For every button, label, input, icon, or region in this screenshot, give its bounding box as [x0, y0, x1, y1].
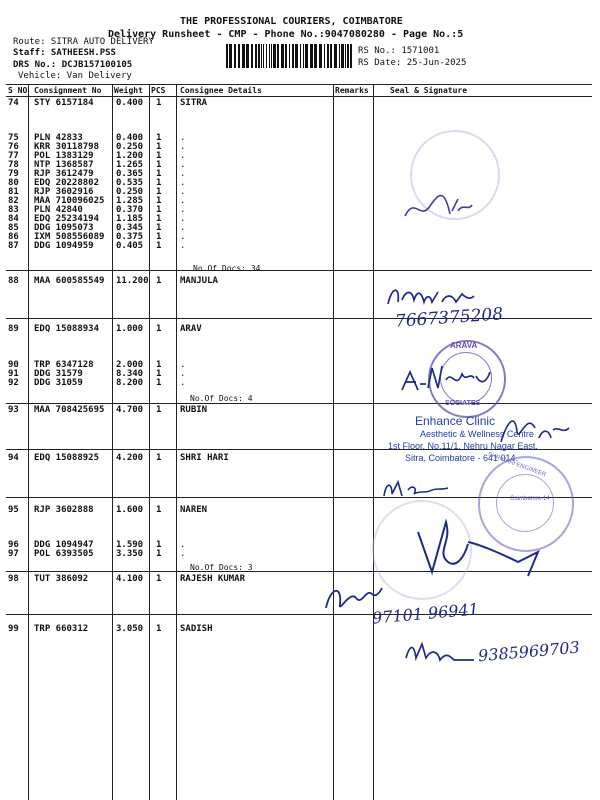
barcode-bar [303, 44, 304, 68]
sno-cell: 76 [8, 142, 19, 152]
staff-text: Staff: SATHEESH.PSS [13, 48, 116, 58]
rs-date: RS Date: 25-Jun-2025 [358, 58, 467, 68]
doc-count-arav: No.Of Docs: 4 [190, 394, 253, 403]
col-remarks: Remarks [335, 86, 369, 95]
barcode-bar [319, 44, 322, 68]
drs-number: DRS No.: DCJB157100105 [13, 60, 133, 70]
barcode-bar [238, 44, 240, 68]
col-consignee: Consignee Details [180, 86, 262, 95]
consignee-cell: ARAV [180, 324, 202, 334]
naren-signature [408, 512, 558, 582]
barcode-bar [292, 44, 294, 68]
consignment-no-cell: EDQ 25234194 [34, 214, 100, 224]
pcs-cell: 1 [156, 549, 162, 559]
arav-stamp-bottom: SOCIATES [445, 400, 481, 407]
weight-cell: 8.340 [116, 369, 144, 379]
barcode-bar [334, 44, 337, 68]
weight-cell: 1.590 [116, 540, 144, 550]
sno-cell: 84 [8, 214, 19, 224]
pcs-cell: 1 [156, 151, 162, 161]
barcode-bar [289, 44, 290, 68]
barcode-bar [310, 44, 313, 68]
pcs-cell: 1 [156, 453, 162, 463]
consignment-no-cell: MAA 708425695 [34, 405, 105, 415]
consignment-no-cell: MAA 710096025 [34, 196, 105, 206]
shrihari-signature [378, 472, 478, 502]
sno-cell: 86 [8, 232, 19, 242]
col-sno: S NO [8, 86, 28, 95]
sadish-signature [400, 636, 480, 666]
clinic-stamp-name: Enhance Clinic [415, 414, 496, 428]
pcs-cell: 1 [156, 196, 162, 206]
weight-cell: 3.050 [116, 624, 144, 634]
consignee-cell: . [180, 196, 186, 206]
consignee-cell: . [180, 369, 186, 379]
consignee-cell: . [180, 205, 186, 215]
sno-cell: 90 [8, 360, 19, 370]
consignment-no-cell: TRP 6347128 [34, 360, 94, 370]
barcode-bar [324, 44, 325, 68]
clinic-stamp-address2: Sitra, Coimbatore - 641 014. [405, 453, 519, 463]
consignee-cell: . [180, 187, 186, 197]
barcode-bar [273, 44, 276, 68]
sno-cell: 88 [8, 276, 19, 286]
manjula-phone-handwritten: 7667375208 [394, 304, 504, 332]
pcs-cell: 1 [156, 178, 162, 188]
rajesh-phone-handwritten: 97101 96941 [371, 599, 480, 628]
consignee-cell: SHRI HARI [180, 453, 229, 463]
consignee-cell: . [180, 241, 186, 251]
barcode-bar [285, 44, 287, 68]
barcode-bar [300, 44, 301, 68]
consignee-cell: . [180, 360, 186, 370]
barcode-bar [269, 44, 270, 68]
sno-cell: 97 [8, 549, 19, 559]
weight-cell: 0.365 [116, 169, 144, 179]
barcode-bar [258, 44, 260, 68]
consignment-no-cell: RJP 3602916 [34, 187, 94, 197]
sno-cell: 75 [8, 133, 19, 143]
weight-cell: 0.400 [116, 98, 144, 108]
pcs-cell: 1 [156, 276, 162, 286]
weight-cell: 0.250 [116, 187, 144, 197]
consignment-no-cell: RJP 3602888 [34, 505, 94, 515]
barcode-bar [263, 44, 264, 68]
consignee-cell: . [180, 142, 186, 152]
weight-cell: 8.200 [116, 378, 144, 388]
weight-cell: 2.000 [116, 360, 144, 370]
shrihari-stamp-city: Coimbatore-14 [510, 496, 550, 502]
pcs-cell: 1 [156, 160, 162, 170]
pcs-cell: 1 [156, 540, 162, 550]
consignment-no-cell: RJP 3612479 [34, 169, 94, 179]
consignment-no-cell: DDG 31579 [34, 369, 83, 379]
arav-stamp-top: ARAVA [450, 341, 478, 350]
barcode-bar [242, 44, 245, 68]
barcode-bar [246, 44, 249, 68]
weight-cell: 4.700 [116, 405, 144, 415]
shrihari-stamp-text: SHRIHARI ENGINEER [486, 451, 547, 479]
barcode-bar [281, 44, 284, 68]
barcode-bar [314, 44, 317, 68]
doc-count-sitra: No.Of Docs: 34 [193, 264, 261, 273]
weight-cell: 3.350 [116, 549, 144, 559]
pcs-cell: 1 [156, 369, 162, 379]
consignee-cell: . [180, 178, 186, 188]
clinic-stamp-tagline: Aesthetic & Wellness Centre [420, 429, 534, 439]
sno-cell: 89 [8, 324, 19, 334]
sno-cell: 96 [8, 540, 19, 550]
sno-cell: 79 [8, 169, 19, 179]
consignment-no-cell: DDG 31059 [34, 378, 83, 388]
barcode-bar [347, 44, 349, 68]
sno-cell: 92 [8, 378, 19, 388]
consignment-no-cell: EDQ 20228802 [34, 178, 100, 188]
consignee-cell: . [180, 133, 186, 143]
sadish-phone-handwritten: 9385969703 [477, 637, 581, 666]
weight-cell: 1.200 [116, 151, 144, 161]
company-title: THE PROFESSIONAL COURIERS, COIMBATORE [180, 16, 403, 27]
consignment-no-cell: PLN 42833 [34, 133, 83, 143]
pcs-cell: 1 [156, 360, 162, 370]
consignee-cell: NAREN [180, 505, 208, 515]
consignment-no-cell: NTP 1368587 [34, 160, 94, 170]
col-seal-signature: Seal & Signature [390, 86, 468, 95]
pcs-cell: 1 [156, 232, 162, 242]
consignee-cell: . [180, 214, 186, 224]
weight-cell: 1.185 [116, 214, 144, 224]
sno-cell: 87 [8, 241, 19, 251]
route-text: Route: SITRA AUTO DELIVERY [13, 37, 154, 47]
barcode-bar [226, 44, 228, 68]
consignment-no-cell: DDG 1094947 [34, 540, 94, 550]
sno-cell: 98 [8, 574, 19, 584]
pcs-cell: 1 [156, 169, 162, 179]
rs-number: RS No.: 1571001 [358, 46, 440, 56]
weight-cell: 0.375 [116, 232, 144, 242]
sitra-signature [400, 186, 480, 226]
sno-cell: 95 [8, 505, 19, 515]
consignee-cell: . [180, 151, 186, 161]
consignment-no-cell: EDQ 15088925 [34, 453, 100, 463]
barcode-bar [271, 44, 272, 68]
sno-cell: 91 [8, 369, 19, 379]
weight-cell: 0.250 [116, 142, 144, 152]
consignee-cell: . [180, 223, 186, 233]
consignment-no-cell: KRR 30118798 [34, 142, 100, 152]
sno-cell: 81 [8, 187, 19, 197]
barcode-bar [277, 44, 279, 68]
sno-cell: 93 [8, 405, 19, 415]
barcode-bar [251, 44, 253, 68]
consignment-no-cell: MAA 600585549 [34, 276, 105, 286]
consignee-cell: . [180, 378, 186, 388]
weight-cell: 4.200 [116, 453, 144, 463]
sno-cell: 99 [8, 624, 19, 634]
consignee-cell: . [180, 160, 186, 170]
pcs-cell: 1 [156, 98, 162, 108]
pcs-cell: 1 [156, 324, 162, 334]
barcode-bar [341, 44, 344, 68]
consignment-no-cell: POL 1383129 [34, 151, 94, 161]
consignee-cell: . [180, 232, 186, 242]
col-weight: Weight [114, 86, 143, 95]
consignment-no-cell: PLN 42840 [34, 205, 83, 215]
consignment-no-cell: POL 6393505 [34, 549, 94, 559]
col-pcs: PCS [151, 86, 166, 95]
pcs-cell: 1 [156, 133, 162, 143]
consignment-no-cell: STY 6157184 [34, 98, 94, 108]
consignment-no-cell: TUT 386092 [34, 574, 89, 584]
pcs-cell: 1 [156, 405, 162, 415]
barcode-bar [255, 44, 257, 68]
pcs-cell: 1 [156, 624, 162, 634]
barcode-image [226, 44, 354, 68]
pcs-cell: 1 [156, 214, 162, 224]
consignment-no-cell: DDG 1095073 [34, 223, 94, 233]
consignment-no-cell: DDG 1094959 [34, 241, 94, 251]
consignee-cell: . [180, 540, 186, 550]
sno-cell: 80 [8, 178, 19, 188]
pcs-cell: 1 [156, 223, 162, 233]
consignee-cell: RAJESH KUMAR [180, 574, 246, 584]
weight-cell: 1.265 [116, 160, 144, 170]
weight-cell: 1.285 [116, 196, 144, 206]
pcs-cell: 1 [156, 505, 162, 515]
pcs-cell: 1 [156, 205, 162, 215]
vehicle-text: Vehicle: Van Delivery [18, 71, 132, 81]
pcs-cell: 1 [156, 187, 162, 197]
pcs-cell: 1 [156, 574, 162, 584]
sno-cell: 85 [8, 223, 19, 233]
consignment-no-cell: IXM 508556089 [34, 232, 105, 242]
weight-cell: 0.535 [116, 178, 144, 188]
barcode-bar [305, 44, 308, 68]
clinic-stamp-address1: 1st Floor, No.11/1, Nehru Nagar East, [388, 441, 538, 451]
weight-cell: 4.100 [116, 574, 144, 584]
arav-signature [398, 360, 508, 400]
consignment-no-cell: TRP 660312 [34, 624, 89, 634]
barcode-bar [261, 44, 262, 68]
barcode-bar [339, 44, 340, 68]
sno-cell: 94 [8, 453, 19, 463]
barcode-bar [295, 44, 298, 68]
sno-cell: 77 [8, 151, 19, 161]
sno-cell: 78 [8, 160, 19, 170]
consignee-cell: . [180, 549, 186, 559]
barcode-bar [330, 44, 332, 68]
pcs-cell: 1 [156, 378, 162, 388]
barcode-bar [327, 44, 329, 68]
consignee-cell: SADISH [180, 624, 213, 634]
col-consignment: Consignment No [34, 86, 102, 95]
pcs-cell: 1 [156, 241, 162, 251]
consignee-cell: SITRA [180, 98, 208, 108]
consignee-cell: MANJULA [180, 276, 218, 286]
weight-cell: 0.400 [116, 133, 144, 143]
sno-cell: 82 [8, 196, 19, 206]
pcs-cell: 1 [156, 142, 162, 152]
barcode-bar [229, 44, 232, 68]
weight-cell: 1.600 [116, 505, 144, 515]
sno-cell: 83 [8, 205, 19, 215]
doc-count-naren: No.Of Docs: 3 [190, 563, 253, 572]
consignee-cell: RUBIN [180, 405, 208, 415]
consignment-no-cell: EDQ 15088934 [34, 324, 100, 334]
barcode-bar [266, 44, 267, 68]
consignee-cell: . [180, 169, 186, 179]
runsheet-title: Delivery Runsheet - CMP - Phone No.:9047080280 - Page No.:5 [108, 29, 464, 40]
sno-cell: 74 [8, 98, 19, 108]
barcode-bar [345, 44, 346, 68]
weight-cell: 0.405 [116, 241, 144, 251]
barcode-bar [234, 44, 236, 68]
weight-cell: 11.200 [116, 276, 149, 286]
weight-cell: 0.345 [116, 223, 144, 233]
weight-cell: 0.370 [116, 205, 144, 215]
weight-cell: 1.000 [116, 324, 144, 334]
barcode-bar [350, 44, 352, 68]
rubin-signature [495, 408, 580, 448]
